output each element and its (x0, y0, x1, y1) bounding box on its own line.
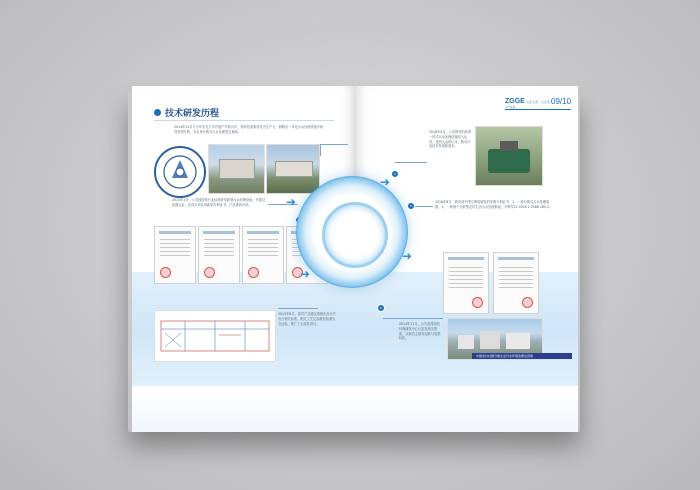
page-fade (132, 386, 355, 432)
certificate-3 (242, 226, 284, 284)
timeline-text-1: 2014年12月与与华东交大学开展产学研合作，将科技成果转化为生产力，研制出一体化污水处理设备并取得发明专利，为实现分散式污水处理奠定基础。 (174, 125, 324, 134)
connector-line (395, 162, 427, 163)
emblem-icon (156, 148, 204, 196)
company-logo-sub: 中广环保 (505, 106, 516, 109)
page-fade (355, 386, 578, 432)
connector-line (320, 144, 348, 145)
water-ring-inner (322, 202, 388, 268)
blueprint-drawing (154, 310, 276, 362)
title-bullet-icon (154, 109, 161, 116)
patent-certificate-1 (443, 252, 489, 314)
footer-text: 中国农村村镇分散生活污水环境治理运营商 (476, 354, 534, 358)
timeline-text-2: 2015年1月，公司按国家行业标准研发新型污水处理设备，并通过检测认证，获得多项实用新型专利证书，产品推向市场。 (172, 198, 266, 207)
header-slogan: 关爱水源 · 关注您人 (526, 100, 553, 104)
university-emblem (154, 146, 206, 198)
section-title-text: 技术研发历程 (165, 108, 220, 118)
arrow-icon: ➜ (402, 249, 413, 263)
certificate-2 (198, 226, 240, 284)
campus-photo-2 (266, 144, 320, 194)
timeline-node-5: 5 (407, 202, 415, 210)
timeline-node-4: 4 (391, 170, 399, 178)
page-number: 09/10 (551, 97, 572, 106)
campus-photo-1 (208, 144, 265, 194)
timeline-text-4: 2016年4月，公司研发的新型一体式污水处理设备投入运用，受到大众的认可，推动行业技术发展和进步。 (429, 130, 472, 149)
certificate-1 (154, 226, 196, 284)
header-rule (505, 109, 571, 110)
timeline-node-6: 6 (377, 304, 385, 312)
arrow-icon: ➜ (286, 195, 297, 209)
connector-line (320, 144, 321, 156)
arrow-icon: ➜ (380, 175, 391, 189)
arrow-icon: ➜ (300, 267, 311, 281)
company-logo: ZGGE (505, 98, 525, 105)
timeline-text-5: 2016年8月，我司获中国专利局颁发的发明专利证书：1、一种分散式污水处理装置；2、一种基于分散型农村生活污水处理系统，专利号ZL 2016 2 0588 465.3。 (435, 200, 553, 209)
timeline-text-3: 2015年8月，我司产品通过系统化设计并出台相关标准，相关工艺及参数经检测完全达标，推广了示范性项目。 (278, 312, 336, 326)
title-rule (154, 120, 334, 121)
blueprint-icon (155, 311, 275, 361)
connector-line (278, 308, 318, 309)
section-title (154, 106, 219, 119)
connector-line (383, 318, 443, 319)
equipment-photo (475, 126, 543, 186)
patent-certificate-2 (493, 252, 539, 314)
timeline-text-6: 2014年11月，公司获得绿色环保研发中心认定及相关资质，实现自主研发创新与成果转化。 (399, 322, 441, 341)
